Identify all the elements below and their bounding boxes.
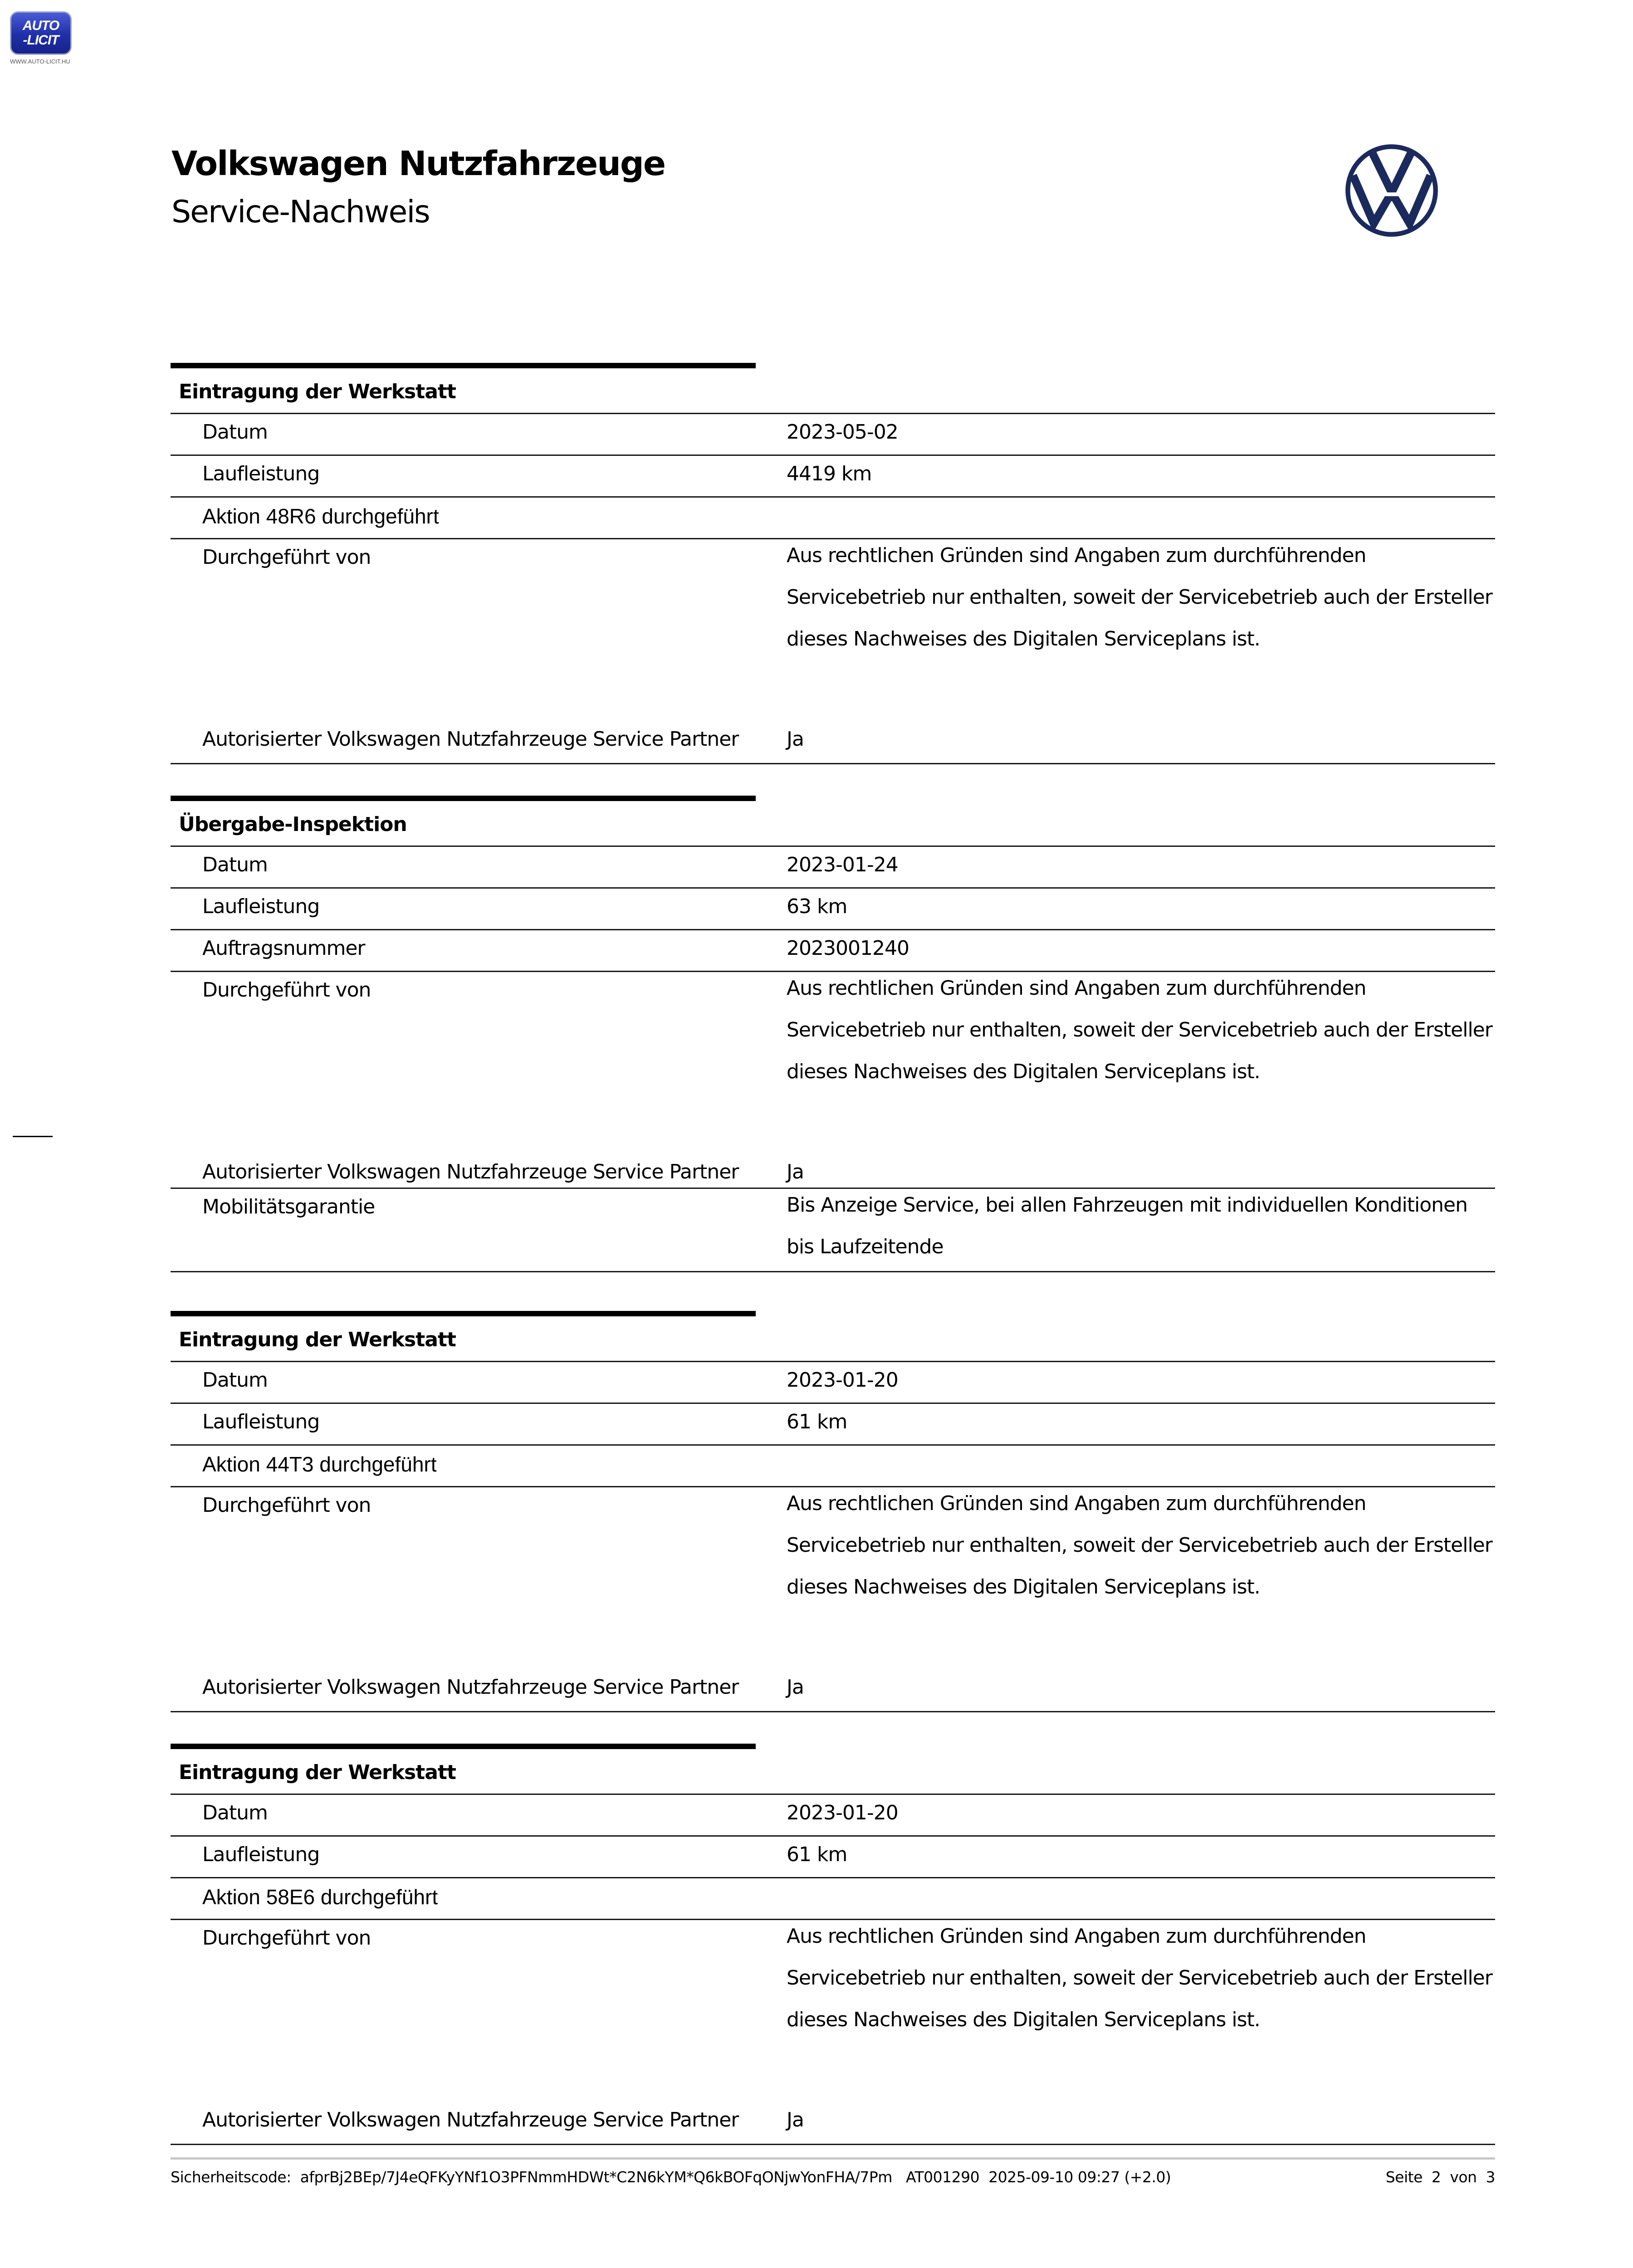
watermark-url: WWW.AUTO-LICIT.HU xyxy=(10,58,70,65)
row-datum xyxy=(171,846,1495,887)
print-timestamp: 2025-09-10 09:27 (+2.0) xyxy=(988,2168,1171,2186)
section-bar xyxy=(171,1744,756,1749)
value-service-partner: Ja xyxy=(787,1160,804,1183)
auto-licit-logo xyxy=(10,11,72,55)
row-durchgefuehrt-von xyxy=(171,1486,1495,1652)
document-id: AT001290 xyxy=(905,2168,980,2186)
label-laufleistung: Laufleistung xyxy=(202,462,320,485)
label-service-partner: Autorisierter Volkswagen Nutzfahrzeuge Service Partner xyxy=(202,728,739,751)
footer-rule xyxy=(171,2157,1495,2160)
label-service-partner: Autorisierter Volkswagen Nutzfahrzeuge Service Partner xyxy=(202,1160,739,1183)
section-title: Eintragung der Werkstatt xyxy=(179,380,456,403)
page-label: Seite xyxy=(1385,2168,1423,2186)
value-service-partner: Ja xyxy=(787,2108,804,2131)
of-label: von xyxy=(1450,2168,1477,2186)
security-info xyxy=(171,2168,1171,2186)
value-datum: 2023-01-20 xyxy=(787,1801,898,1824)
value-durchgefuehrt-von: Aus rechtlichen Gründen sind Angaben zum durchführenden Servicebetrieb nur enthalten, soweit der Servicebetrieb auch der Ersteller dieses Nachweises des Digitalen Serviceplans ist. xyxy=(787,977,1492,1083)
label-datum: Datum xyxy=(202,1801,268,1824)
section-end-rule xyxy=(171,763,1495,764)
page-number xyxy=(1386,2168,1495,2186)
label-mobilitaetsgarantie: Mobilitätsgarantie xyxy=(202,1195,375,1218)
section-end-rule xyxy=(171,1271,1495,1272)
row-durchgefuehrt-von xyxy=(171,1919,1495,2085)
section-title: Eintragung der Werkstatt xyxy=(179,1761,456,1784)
label-laufleistung: Laufleistung xyxy=(202,1410,320,1433)
service-entry-1 xyxy=(171,363,1495,764)
current-page: 2 xyxy=(1431,2168,1441,2186)
label-laufleistung: Laufleistung xyxy=(202,1843,320,1866)
label-aktion: Aktion 48R6 durchgeführt xyxy=(202,504,439,528)
label-durchgefuehrt-von: Durchgeführt von xyxy=(202,1494,371,1517)
service-entry-2 xyxy=(171,796,1495,1272)
security-code-label: Sicherheitscode: xyxy=(171,2168,291,2186)
row-laufleistung xyxy=(171,1403,1495,1444)
row-laufleistung xyxy=(171,1835,1495,1877)
value-durchgefuehrt-von: Aus rechtlichen Gründen sind Angaben zum durchführenden Servicebetrieb nur enthalten, soweit der Servicebetrieb auch der Ersteller dieses Nachweises des Digitalen Serviceplans ist. xyxy=(787,1492,1492,1598)
section-end-rule xyxy=(171,1711,1495,1712)
fold-mark xyxy=(13,1136,53,1137)
value-mobilitaetsgarantie: Bis Anzeige Service, bei allen Fahrzeugen mit individuellen Konditionen bis Laufzeitende xyxy=(787,1193,1467,1258)
value-datum: 2023-01-20 xyxy=(787,1369,898,1392)
label-laufleistung: Laufleistung xyxy=(202,895,320,918)
value-service-partner: Ja xyxy=(787,1676,804,1699)
section-title: Eintragung der Werkstatt xyxy=(179,1328,456,1351)
row-durchgefuehrt-von xyxy=(171,538,1495,704)
service-entry-4 xyxy=(171,1744,1495,2145)
value-laufleistung: 61 km xyxy=(787,1843,847,1866)
label-durchgefuehrt-von: Durchgeführt von xyxy=(202,978,371,1002)
label-aktion: Aktion 58E6 durchgeführt xyxy=(202,1885,438,1909)
label-auftragsnummer: Auftragsnummer xyxy=(202,937,365,960)
total-pages: 3 xyxy=(1486,2168,1495,2186)
section-title: Übergabe-Inspektion xyxy=(179,813,407,836)
label-aktion: Aktion 44T3 durchgeführt xyxy=(202,1452,437,1476)
value-laufleistung: 4419 km xyxy=(787,462,872,485)
document-subtitle: Service-Nachweis xyxy=(171,194,430,230)
row-service-partner xyxy=(171,704,1495,763)
label-durchgefuehrt-von: Durchgeführt von xyxy=(202,546,371,569)
label-datum: Datum xyxy=(202,1369,268,1392)
logo-text-line1: AUTO xyxy=(22,18,59,33)
value-service-partner: Ja xyxy=(787,728,804,751)
value-laufleistung: 61 km xyxy=(787,1410,847,1433)
value-auftragsnummer: 2023001240 xyxy=(787,937,909,960)
row-laufleistung xyxy=(171,455,1495,496)
row-service-partner xyxy=(171,2085,1495,2144)
row-service-partner xyxy=(171,1652,1495,1711)
row-mobilitaetsgarantie xyxy=(171,1188,1495,1271)
value-durchgefuehrt-von: Aus rechtlichen Gründen sind Angaben zum durchführenden Servicebetrieb nur enthalten, soweit der Servicebetrieb auch der Ersteller dieses Nachweises des Digitalen Serviceplans ist. xyxy=(787,544,1492,650)
security-code: afprBj2BEp/7J4eQFKyYNf1O3PFNmmHDWt*C2N6kYM*Q6kBOFqONjwYonFHA/7Pm xyxy=(300,2168,892,2186)
section-end-rule xyxy=(171,2144,1495,2145)
label-datum: Datum xyxy=(202,853,268,876)
row-durchgefuehrt-von xyxy=(171,971,1495,1137)
row-datum xyxy=(171,1361,1495,1403)
value-laufleistung: 63 km xyxy=(787,895,847,918)
section-bar xyxy=(171,796,756,801)
section-bar xyxy=(171,363,756,368)
logo-text-line2: -LICIT xyxy=(23,33,59,48)
vw-logo-icon xyxy=(1345,143,1439,238)
section-bar xyxy=(171,1311,756,1316)
label-datum: Datum xyxy=(202,420,268,444)
document-title: Volkswagen Nutzfahrzeuge xyxy=(171,144,665,183)
row-datum xyxy=(171,413,1495,455)
value-datum: 2023-05-02 xyxy=(787,420,898,444)
service-entry-3 xyxy=(171,1311,1495,1712)
label-service-partner: Autorisierter Volkswagen Nutzfahrzeuge Service Partner xyxy=(202,2108,739,2131)
row-laufleistung xyxy=(171,887,1495,929)
label-durchgefuehrt-von: Durchgeführt von xyxy=(202,1926,371,1950)
label-service-partner: Autorisierter Volkswagen Nutzfahrzeuge Service Partner xyxy=(202,1676,739,1699)
value-datum: 2023-01-24 xyxy=(787,853,898,876)
row-datum xyxy=(171,1794,1495,1835)
value-durchgefuehrt-von: Aus rechtlichen Gründen sind Angaben zum durchführenden Servicebetrieb nur enthalten, soweit der Servicebetrieb auch der Ersteller dieses Nachweises des Digitalen Serviceplans ist. xyxy=(787,1925,1492,2031)
